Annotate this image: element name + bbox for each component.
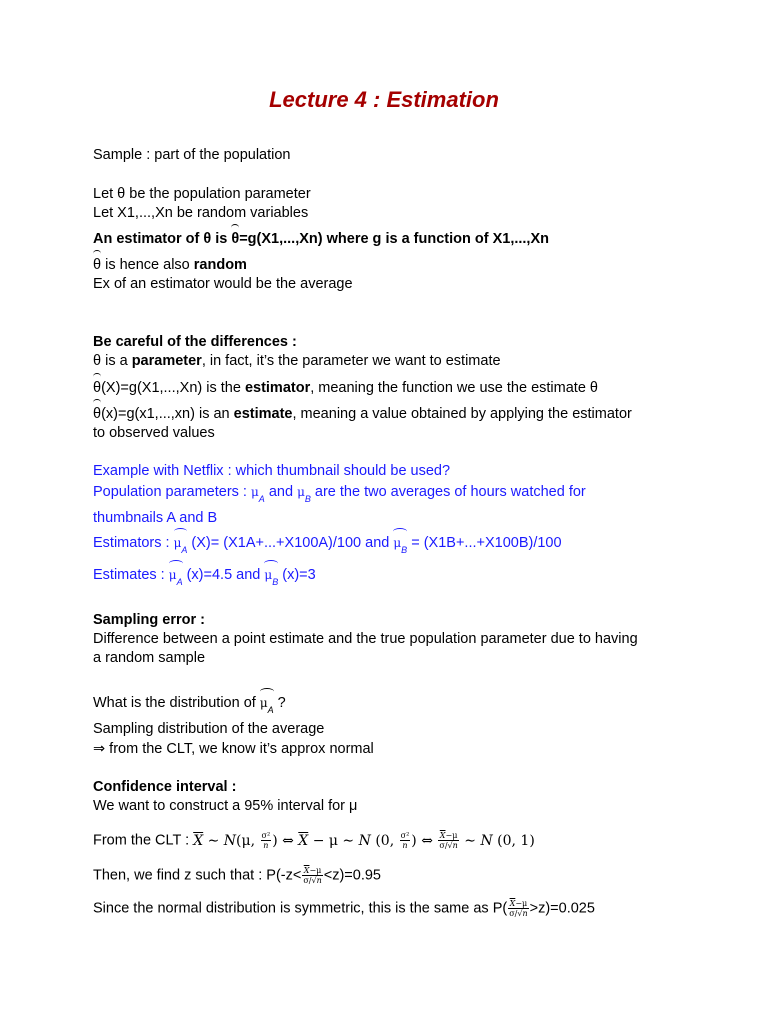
sampling-error-heading: Sampling error : [93, 612, 205, 628]
parameter-line: θ is a parameter, in fact, it’s the parameter we want to estimate [93, 353, 501, 369]
page-title: Lecture 4 : Estimation [269, 87, 499, 112]
clt-normal-line: ⇒ from the CLT, we know it’s approx normal [93, 741, 374, 757]
sample-definition: Sample : part of the population [93, 147, 291, 163]
clt-formula-line: From the CLT : $\overline{X}$ ∼ N(μ, $\frac{\text{σ²}}{n}$ ) ⇔ $\overline{X} - \mu$ ∼ N (0, $\frac{\text{σ²}}{n}$ ) ⇔ $\frac{\overline{X}-\mu}{\sigma/√n}$ ∼ N (0, 1) [93, 831, 535, 850]
estimates-line: Estimates : $\mu_A$ (x)=4.5 and $\mu_B$ (x)=3 [93, 567, 316, 587]
population-parameters-line-continued: thumbnails A and B [93, 510, 218, 526]
clt-formula: $\overline{X}$ ∼ N(μ, $\frac{\text{σ²}}{n}$ ) ⇔ $\overline{X} - \mu$ ∼ N (0, $\frac{\text{σ²}}{n}$ ) ⇔ $\frac{\overline{X}-\mu}{\sigma/√n}$ ∼ N (0, 1) [193, 831, 535, 850]
estimator-definition: An estimator of θ is θ=g(X1,...,Xn) where g is a function of X1,...,Xn [93, 231, 549, 247]
mu-hat: $\mu_A$ [168, 568, 183, 587]
confidence-interval-goal: We want to construct a 95% interval for μ [93, 798, 358, 814]
estimate-line: θ(x)=g(x1,...,xn) is an estimate, meaning a value obtained by applying the estimator [93, 406, 632, 422]
symmetry-line: Since the normal distribution is symmetric, this is the same as P( $\frac{\overline{X}-\mu}{\sigma/√n}$ >z)=0.025 [93, 899, 595, 918]
standardized-fraction: $\frac{\overline{X}-\mu}{\sigma/√n}$ [303, 866, 322, 885]
sampling-error-definition-continued: a random sample [93, 650, 206, 666]
theta-hat: θ [93, 257, 102, 273]
let-theta-line: Let θ be the population parameter [93, 186, 311, 202]
standardized-fraction: $\frac{\overline{X}-\mu}{\sigma/√n}$ [509, 899, 528, 918]
population-parameters-line: Population parameters : $\mu_A$ and $\mu_B$ are the two averages of hours watched for [93, 484, 586, 504]
confidence-interval-heading: Confidence interval : [93, 779, 237, 795]
estimator-line: θ(X)=g(X1,...,Xn) is the estimator, meaning the function we use the estimate θ [93, 380, 598, 396]
mu-hat: $\mu_A$ [173, 536, 188, 555]
mu-hat: $\mu_B$ [393, 536, 408, 555]
estimators-line: Estimators : $\mu_A$ (X)= (X1A+...+X100A)/100 and $\mu_B = (X1B+...+X100B)/100$ [93, 535, 562, 555]
sampling-error-definition: Difference between a point estimate and the true population parameter due to having [93, 631, 638, 647]
theta-hat: θ [93, 406, 102, 422]
mu-hat: $\mu_A$ [259, 696, 274, 715]
estimator-example: Ex of an estimator would be the average [93, 276, 353, 292]
mu-hat: $\mu_B$ [264, 568, 279, 587]
estimate-line-continued: to observed values [93, 425, 215, 441]
distribution-question: What is the distribution of $\mu_A$ ? [93, 695, 286, 715]
differences-heading: Be careful of the differences : [93, 334, 297, 350]
let-x-line: Let X1,...,Xn be random variables [93, 205, 309, 221]
theta-hat: θ [93, 380, 102, 396]
sampling-distribution-line: Sampling distribution of the average [93, 721, 325, 737]
random-line: θ is hence also random [93, 257, 247, 273]
z-line: Then, we find z such that : P(-z< $\frac{\overline{X}-\mu}{\sigma/√n}$ <z)=0.95 [93, 866, 382, 885]
theta-hat: θ [231, 231, 240, 247]
netflix-example-heading: Example with Netflix : which thumbnail should be used? [93, 463, 451, 479]
